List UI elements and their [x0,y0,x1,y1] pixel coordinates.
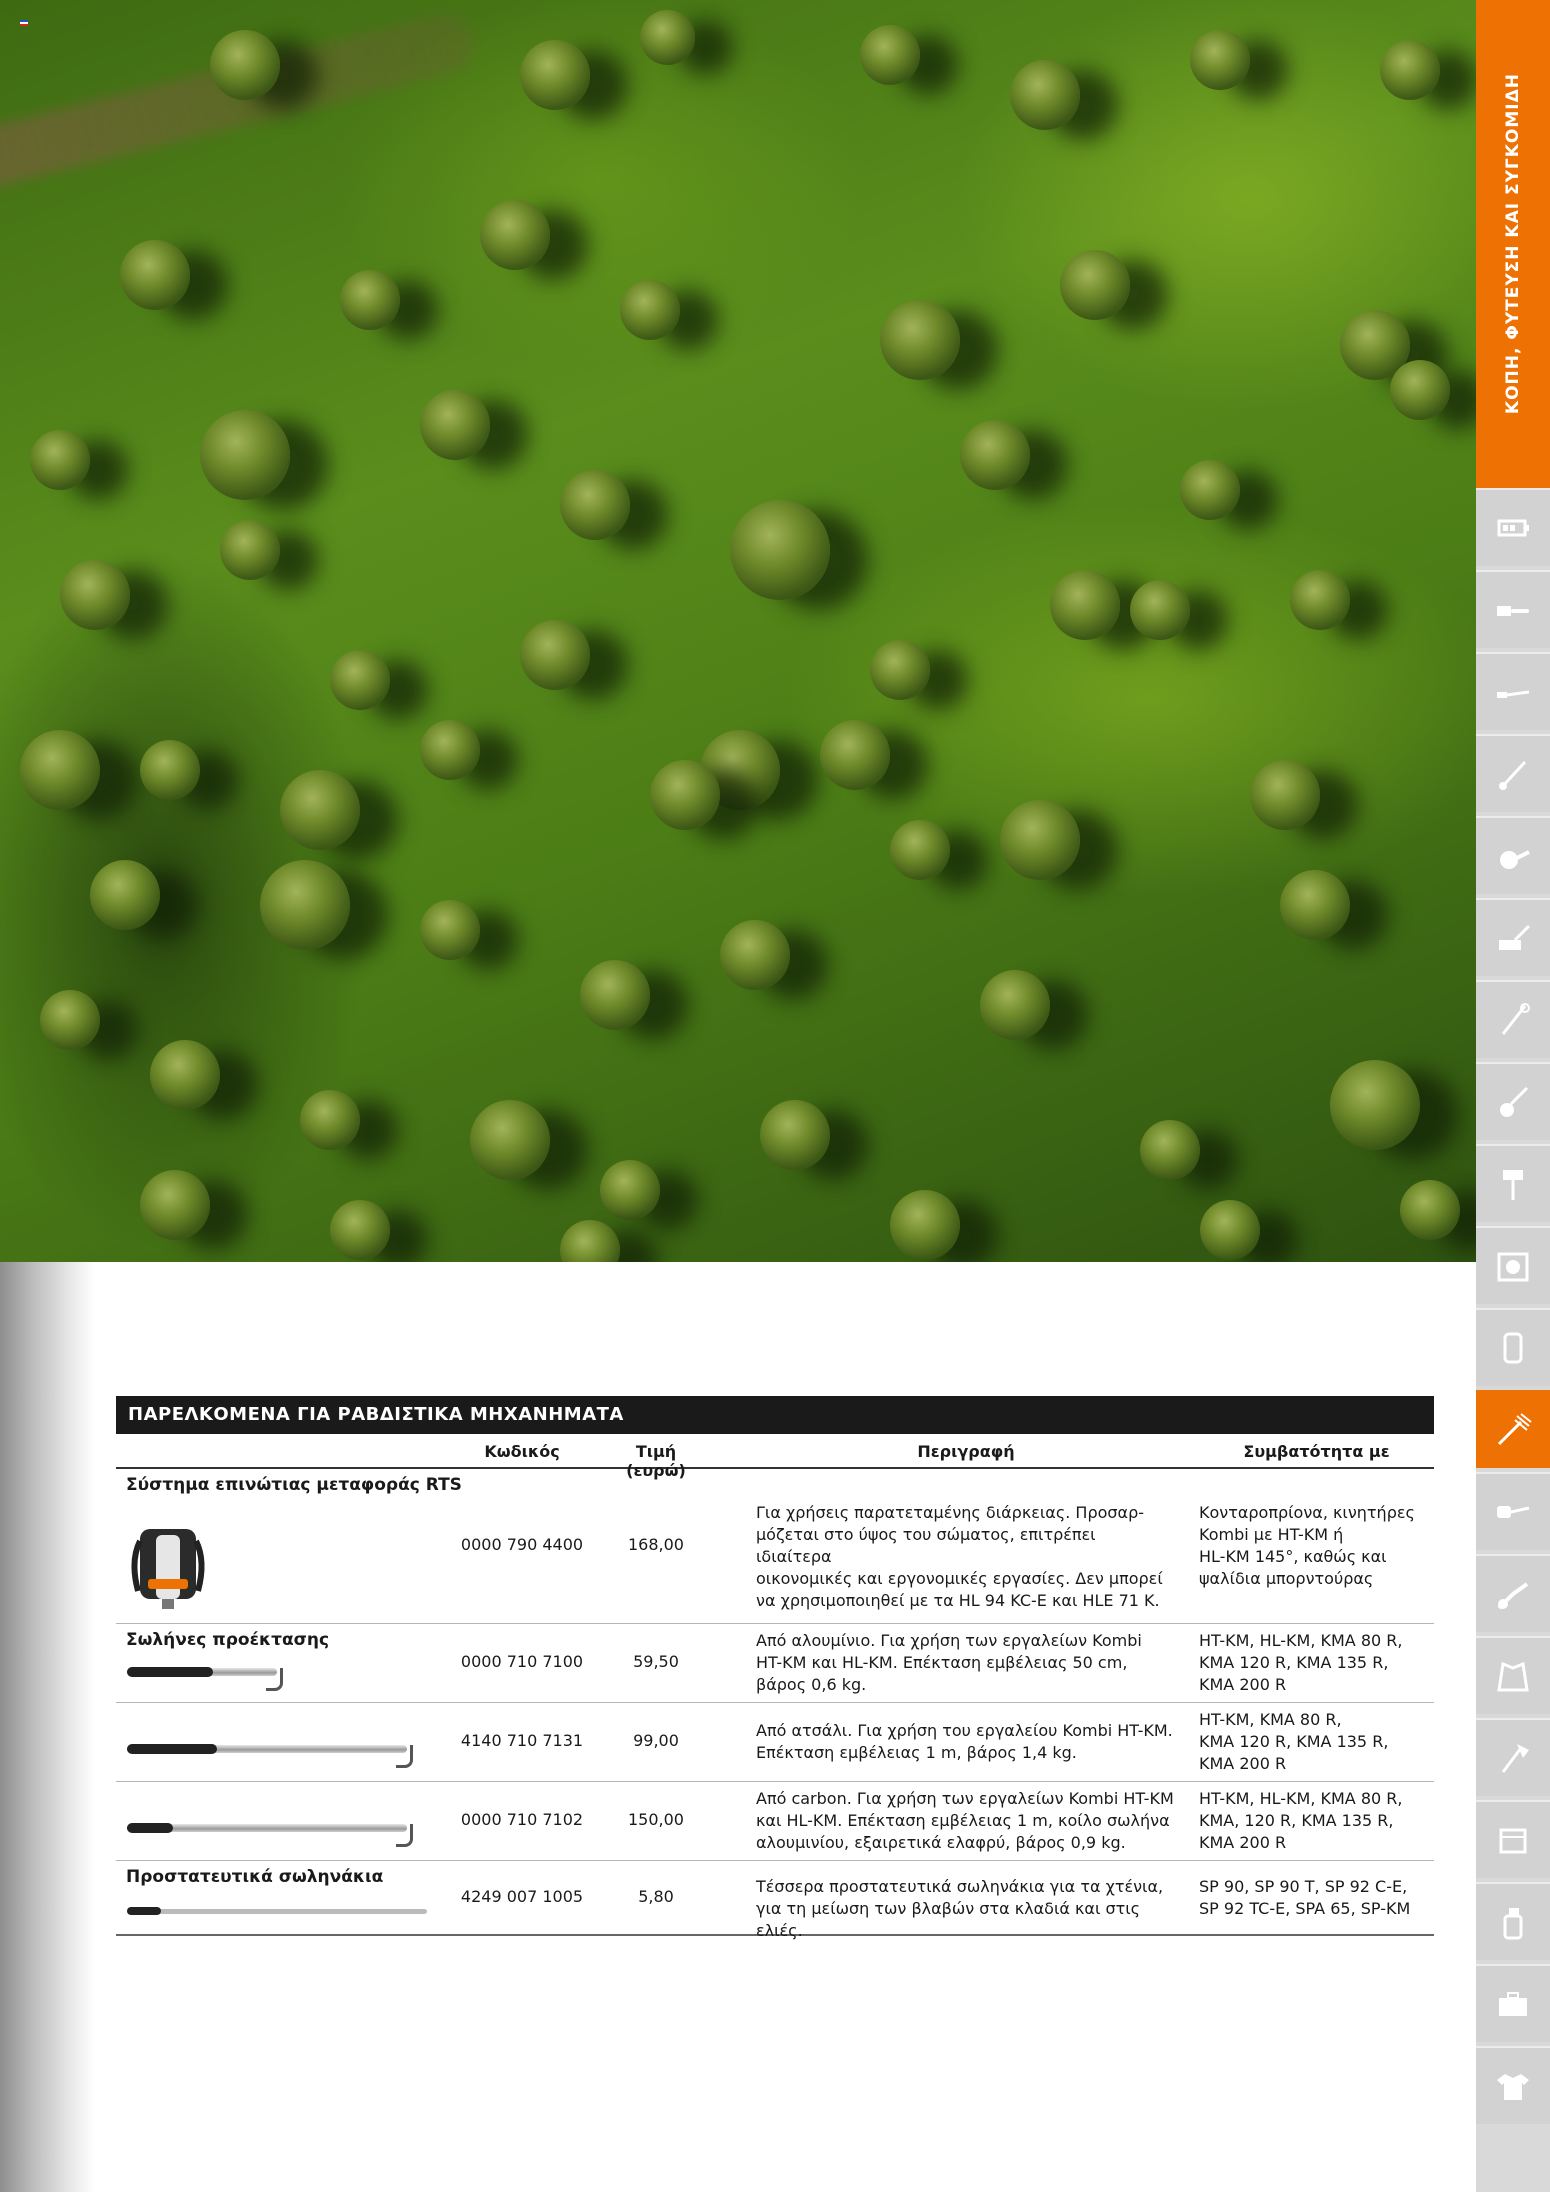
olive-tree [200,410,290,500]
section-title: ΚΟΠΗ, ΦΥΤΕΥΣΗ ΚΑΙ ΣΥΓΚΟΜΙΔΗ [1503,73,1523,415]
olive-tree [1390,360,1450,420]
section-tab-storage-box[interactable] [1476,1800,1550,1878]
product-code: 0000 710 7102 [460,1810,584,1829]
section-tab-harvester-rake[interactable] [1476,1390,1550,1468]
olive-tree [420,900,480,960]
tiller-icon [1493,1082,1533,1122]
section-tab-tiller[interactable] [1476,1062,1550,1140]
olive-tree [580,960,650,1030]
backpack-harness-image [126,1521,210,1615]
product-description: Τέσσερα προστατευτικά σωληνάκια για τα χτένια, για τη μείωση των βλαβών στα κλαδιά και στις ελιές. [756,1877,1164,1940]
section-tab-blower[interactable] [1476,816,1550,894]
storage-box-icon [1493,1820,1533,1860]
olive-tree [60,560,130,630]
olive-tree [760,1100,830,1170]
product-name: Σωλήνες προέκτασης [126,1630,330,1650]
olive-tree [560,1220,620,1262]
olive-tree [420,720,480,780]
olive-tree [210,30,280,100]
olive-tree [330,650,390,710]
product-compatibility: HT-KM, HL-KM, KMA 80 R, KMA, 120 R, KMA 135 R, KMA 200 R [1199,1789,1403,1852]
olive-tree [640,10,695,65]
olive-tree [720,920,790,990]
section-tab-chainsaw[interactable] [1476,570,1550,648]
protective-tube-image [127,1909,427,1914]
product-price: 59,50 [633,1652,679,1671]
product-description: Από αλουμίνιο. Για χρήση των εργαλείων Kombi HT-KM και HL-KM. Επέκταση εμβέλειας 50 cm, βάρος 0,6 kg. [756,1631,1142,1694]
battery-icon [1493,508,1533,548]
olive-tree [620,280,680,340]
cutoff-machine-icon [1493,1246,1533,1286]
section-tab-toolbox[interactable] [1476,1964,1550,2042]
harvester-rake-icon [1493,1410,1533,1450]
olive-tree [480,200,550,270]
olive-tree [140,740,200,800]
sprayer-nozzle-icon [1493,1492,1533,1532]
table-row [116,1703,1434,1782]
section-tab-brushcutter[interactable] [1476,734,1550,812]
olive-tree [1140,1120,1200,1180]
flag-icon [20,20,28,26]
section-tab-strip [1476,0,1550,2192]
olive-tree [300,1090,360,1150]
olive-tree [1380,40,1440,100]
section-tab-pole-saw[interactable] [1476,652,1550,730]
olive-tree [650,760,720,830]
product-name: Σύστημα επινώτιας μεταφοράς RTS [126,1475,462,1495]
olive-tree [520,40,590,110]
olive-tree [220,520,280,580]
olive-tree [820,720,890,790]
olive-tree [600,1160,660,1220]
product-price: 150,00 [628,1810,684,1829]
olive-tree [1010,60,1080,130]
section-tab-earth-auger[interactable] [1476,1144,1550,1222]
product-compatibility: HT-KM, KMA 80 R, KMA 120 R, KMA 135 R, KMA 200 R [1199,1710,1389,1773]
earth-auger-icon [1493,1164,1533,1204]
product-price: 5,80 [638,1887,674,1906]
blower-icon [1493,836,1533,876]
product-compatibility: HT-KM, HL-KM, KMA 80 R, KMA 120 R, KMA 135 R, KMA 200 R [1199,1631,1403,1694]
section-tab-trimmer[interactable] [1476,980,1550,1058]
olive-tree [120,240,190,310]
product-description: Από ατσάλι. Για χρήση του εργαλείου Kombi HT-KM. Επέκταση εμβέλειας 1 m, βάρος 1,4 kg. [756,1721,1173,1762]
cleaner-bottle-icon [1493,1902,1533,1942]
table-row [116,1861,1434,1940]
product-code: 0000 710 7100 [460,1652,584,1671]
olive-tree [260,860,350,950]
table-row [116,1469,1434,1624]
brushcutter-icon [1493,754,1533,794]
toolbox-icon [1493,1984,1533,2024]
section-tab-hedge-shears[interactable] [1476,1554,1550,1632]
olive-tree [1280,870,1350,940]
olive-tree [870,640,930,700]
olive-tree [1060,250,1130,320]
section-title-tab[interactable] [1476,0,1550,488]
header-price: Τιμή (ευρώ) [626,1442,686,1480]
axe-icon [1493,1738,1533,1778]
section-tab-battery[interactable] [1476,488,1550,566]
section-tab-protective-jacket[interactable] [1476,1636,1550,1714]
olive-tree [880,300,960,380]
product-price: 168,00 [628,1535,684,1554]
olive-tree [420,390,490,460]
product-compatibility: Κονταροπρίονα, κινητήρες Kombi με HT-KM ή HL-KM 145°, καθώς και ψαλίδια μπορντούρας [1199,1503,1415,1588]
olive-tree [860,25,920,85]
section-tab-cutoff-machine[interactable] [1476,1226,1550,1304]
section-tab-axe[interactable] [1476,1718,1550,1796]
olive-tree [150,1040,220,1110]
olive-tree [890,1190,960,1260]
trimmer-icon [1493,1000,1533,1040]
product-description: Για χρήσεις παρατεταμένης διάρκειας. Προσαρ- μόζεται στο ύψος του σώματος, επιτρέπει ιδιαίτερα οικονομικές και εργονομικές εργασίες. Δεν μπορεί να χρησιμοποιηθεί με τα HL 94 KC-E και HLE 71 K. [756,1503,1163,1610]
olive-tree [1190,30,1250,90]
olive-tree [1400,1180,1460,1240]
table-header [116,1434,1434,1480]
product-code: 4249 007 1005 [460,1887,584,1906]
chainsaw-icon [1493,590,1533,630]
section-tab-cleaner-bottle[interactable] [1476,1882,1550,1960]
olive-tree [560,470,630,540]
section-tab-sprayer[interactable] [1476,1308,1550,1386]
olive-tree [1180,460,1240,520]
olive-tree [1000,800,1080,880]
table-row [116,1624,1434,1703]
pole-saw-icon [1493,672,1533,712]
section-tab-tshirt[interactable] [1476,2046,1550,2124]
table-title: ΠΑΡΕΛΚΟΜΕΝΑ ΓΙΑ ΡΑΒΔΙΣΤΙΚΑ ΜΗΧΑΝΗΜΑΤΑ [116,1396,1434,1434]
accessories-table [116,1396,1434,1940]
page-binding-shadow [0,1262,95,2192]
olive-tree [890,820,950,880]
table-row [116,1782,1434,1861]
olive-tree [960,420,1030,490]
section-tab-lawnmower[interactable] [1476,898,1550,976]
olive-tree [40,990,100,1050]
hedge-shears-icon [1493,1574,1533,1614]
olive-tree [980,970,1050,1040]
olive-tree [30,430,90,490]
olive-tree [1330,1060,1420,1150]
olive-tree [1200,1200,1260,1260]
product-description: Από carbon. Για χρήση των εργαλείων Kombi HT-KM και HL-KM. Επέκταση εμβέλειας 1 m, κοίλο σωλήνα αλουμινίου, εξαιρετικά ελαφρύ, βάρος 0,9 kg. [756,1789,1174,1852]
product-compatibility: SP 90, SP 90 T, SP 92 C-E, SP 92 TC-E, SPA 65, SP-KM [1199,1877,1411,1918]
protective-jacket-icon [1493,1656,1533,1696]
product-price: 99,00 [633,1731,679,1750]
product-name: Προστατευτικά σωληνάκια [126,1867,384,1887]
extension-shaft-image [127,1824,407,1832]
lawnmower-icon [1493,918,1533,958]
header-compatibility: Συμβατότητα με [1243,1442,1390,1461]
tshirt-icon [1493,2066,1533,2106]
sprayer-icon [1493,1328,1533,1368]
product-code: 0000 790 4400 [460,1535,584,1554]
olive-tree [330,1200,390,1260]
olive-tree [340,270,400,330]
olive-tree [520,620,590,690]
olive-tree [90,860,160,930]
header-code: Κωδικός [484,1442,560,1461]
olive-tree [1130,580,1190,640]
olive-tree [20,730,100,810]
olive-tree [280,770,360,850]
product-code: 4140 710 7131 [460,1731,584,1750]
olive-tree [1290,570,1350,630]
extension-shaft-image [127,1745,407,1753]
olive-tree [1250,760,1320,830]
section-tab-sprayer-nozzle[interactable] [1476,1472,1550,1550]
header-description: Περιγραφή [917,1442,1015,1461]
extension-shaft-image [127,1668,277,1676]
olive-tree [140,1170,210,1240]
olive-tree [730,500,830,600]
olive-tree [470,1100,550,1180]
olive-tree [1050,570,1120,640]
